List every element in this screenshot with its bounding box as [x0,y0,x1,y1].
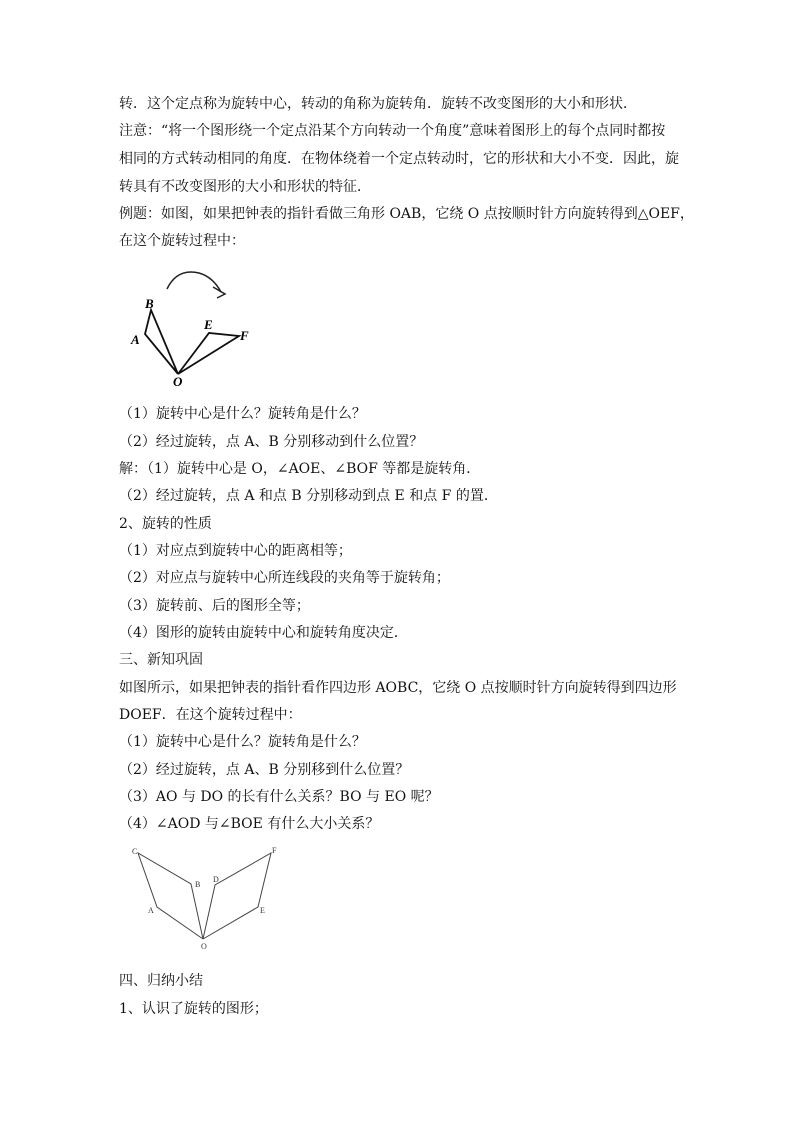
label-b: B [195,880,201,889]
question-line: （3）AO 与 DO 的长有什么关系？BO 与 EO 呢？ [119,789,439,805]
triangle-oab [145,310,178,374]
rotation-quadrilateral-figure [125,843,285,955]
question-line: （4）∠AOD 与∠BOE 有什么大小关系？ [119,816,380,832]
paragraph-line: 注意：“将一个图形绕一个定点沿某个方向转动一个角度”意味着图形上的每个点同时都按 [119,123,666,139]
question-line: （2）经过旋转，点 A、B 分别移到什么位置？ [119,762,410,778]
label-o: O [201,942,207,951]
section-heading: 四、归纳小结 [119,973,203,989]
paragraph-line: DOEF．在这个旋转过程中： [119,707,302,723]
property-line: （2）对应点与旋转中心所连线段的夹角等于旋转角； [119,570,450,586]
label-f: F [272,846,277,855]
property-line: （3）旋转前、后的图形全等； [119,598,310,614]
summary-line: 1、认识了旋转的图形； [119,1001,268,1017]
label-e: E [260,906,265,915]
label-a: A [148,906,154,915]
label-o: O [173,374,183,389]
paragraph-line: 转具有不改变图形的大小和形状的特征． [119,179,371,195]
quadrilateral-doef [203,853,271,939]
paragraph-line: 在这个旋转过程中： [119,233,245,249]
answer-line: 解：（1）旋转中心是 O，∠AOE、∠BOF 等都是旋转角． [119,461,481,477]
label-d: D [213,875,219,884]
question-line: （1）旋转中心是什么？旋转角是什么？ [119,734,366,750]
section-heading: 2、旋转的性质 [119,516,212,532]
paragraph-line: 如图所示，如果把钟表的指针看作四边形 AOBC，它绕 O 点按顺时针方向旋转得到四边形 [119,680,677,696]
property-line: （1）对应点到旋转中心的距离相等； [119,543,352,559]
question-line: （1）旋转中心是什么？旋转角是什么？ [119,406,366,422]
label-c: C [132,847,138,856]
question-line: （2）经过旋转，点 A、B 分别移动到什么位置？ [119,434,424,450]
label-f: F [240,328,249,343]
section-heading: 三、新知巩固 [119,652,203,668]
triangle-oef [178,333,239,374]
paragraph-line: 例题：如图，如果把钟表的指针看做三角形 OAB，它绕 O 点按顺时针方向旋转得到△OEF， [119,206,694,222]
rotation-triangle-figure [125,262,265,390]
label-b: B [145,296,154,311]
paragraph-line: 转．这个定点称为旋转中心，转动的角称为旋转角．旋转不改变图形的大小和形状． [119,96,637,112]
answer-line: （2）经过旋转，点 A 和点 B 分别移动到点 E 和点 F 的置． [119,488,498,504]
label-e: E [204,317,213,332]
paragraph-line: 相同的方式转动相同的角度．在物体绕着一个定点转动时，它的形状和大小不变．因此，旋 [119,151,679,167]
property-line: （4）图形的旋转由旋转中心和旋转角度决定． [119,625,408,641]
rotation-arrow [167,272,221,292]
quadrilateral-aobc [138,853,203,939]
label-a: A [131,332,140,347]
